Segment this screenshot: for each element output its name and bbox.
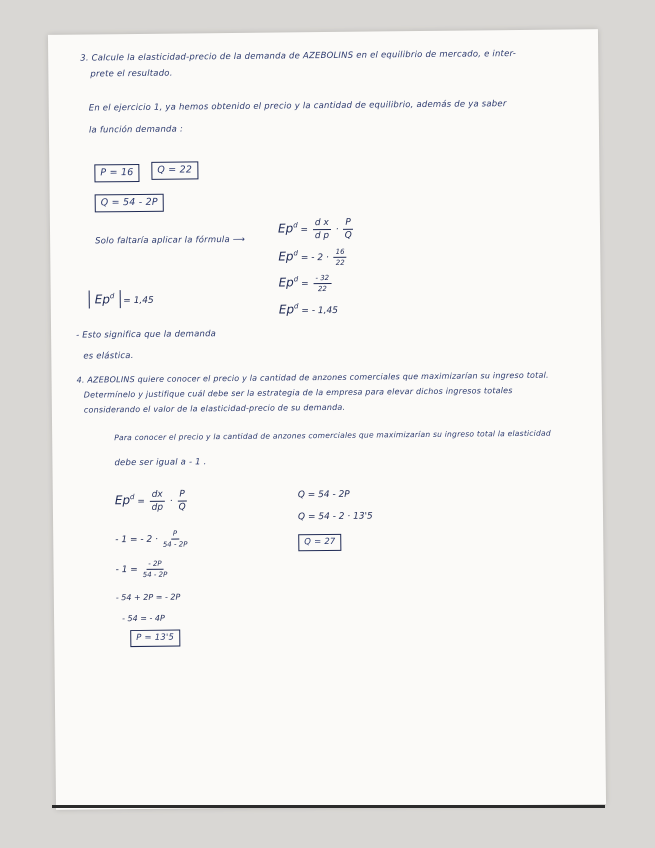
q3-intro-line2: la función demanda : xyxy=(88,124,184,136)
q3-statement-line2: prete el resultado. xyxy=(90,68,173,80)
q4-step2: - 1 = $\frac{- 2P}{54 - 2P}$ xyxy=(115,559,168,579)
q4-intro-line2: debe ser igual a - 1 . xyxy=(114,457,207,469)
q3-quantity-box: Q = 22 xyxy=(151,161,198,179)
q4-quantity-box: Q = 27 xyxy=(298,534,341,551)
q3-formula-eq2: Ep$^d$ = - 2 · $\frac{16}{22}$ xyxy=(278,247,345,267)
q4-step3: - 54 + 2P = - 2P xyxy=(115,592,181,603)
q3-formula-eq3: $Ep^d$ = $\frac{- 32}{22}$ xyxy=(278,274,333,294)
q4-statement-line1: 4. AZEBOLINS quiere conocer el precio y la cantidad de anzones comerciales que maximizarían su ingreso total. xyxy=(76,370,549,385)
q3-demand-box: Q = 54 - 2P xyxy=(95,194,164,212)
q3-intro-line1: En el ejercicio 1, ya hemos obtenido el precio y la cantidad de equilibrio, además de ya saber xyxy=(88,99,507,114)
q3-meaning-line2: es elástica. xyxy=(83,351,134,362)
q4-formula-ep: $Ep^d$ = $\frac{dx}{dp}$ · $\frac{P}{Q}$ xyxy=(114,489,186,513)
q4-statement-line2: Determínelo y justifique cuál debe ser la estrategia de la empresa para elevar dichos ingresos totales xyxy=(83,386,513,400)
q4-statement-line3: considerando el valor de la elasticidad-precio de su demanda. xyxy=(83,402,346,415)
q3-meaning-line1: - Esto significa que la demanda xyxy=(76,329,217,341)
q4-result-line2: Q = 54 - 2 · 13'5 xyxy=(297,511,373,523)
q4-price-box: P = 13'5 xyxy=(130,630,180,647)
elasticity-symbol: Ep$^d$ xyxy=(277,221,298,236)
q3-formula-text: Solo faltaría aplicar la fórmula ⟶ xyxy=(95,234,246,247)
q3-formula-eq1: $Ep^d$ = $\frac{\text{d x}}{\text{d p}}$ · $\frac{P}{Q}$ xyxy=(277,217,352,242)
q3-formula-eq4: Ep$^d$ = - 1,45 xyxy=(278,302,339,317)
q4-result-line1: Q = 54 - 2P xyxy=(297,489,350,501)
q3-absolute-elasticity: Ep$^d$ = 1,45 xyxy=(89,292,154,307)
q4-step1: - 1 = - 2 · $\frac{P}{54 - 2P}$ xyxy=(115,529,188,549)
q4-intro-line1: Para conocer el precio y la cantidad de anzones comerciales que maximizarían su ingreso total la elasticidad xyxy=(114,428,551,443)
q4-step4: - 54 = - 4P xyxy=(122,613,165,624)
q3-price-box: P = 16 xyxy=(94,164,139,182)
page-bottom-edge xyxy=(52,805,605,808)
q3-statement-line1: 3. Calcule la elasticidad-precio de la demanda de AZEBOLINS en el equilibrio de mercado, e inter- xyxy=(80,49,517,64)
notebook-page xyxy=(48,29,606,810)
